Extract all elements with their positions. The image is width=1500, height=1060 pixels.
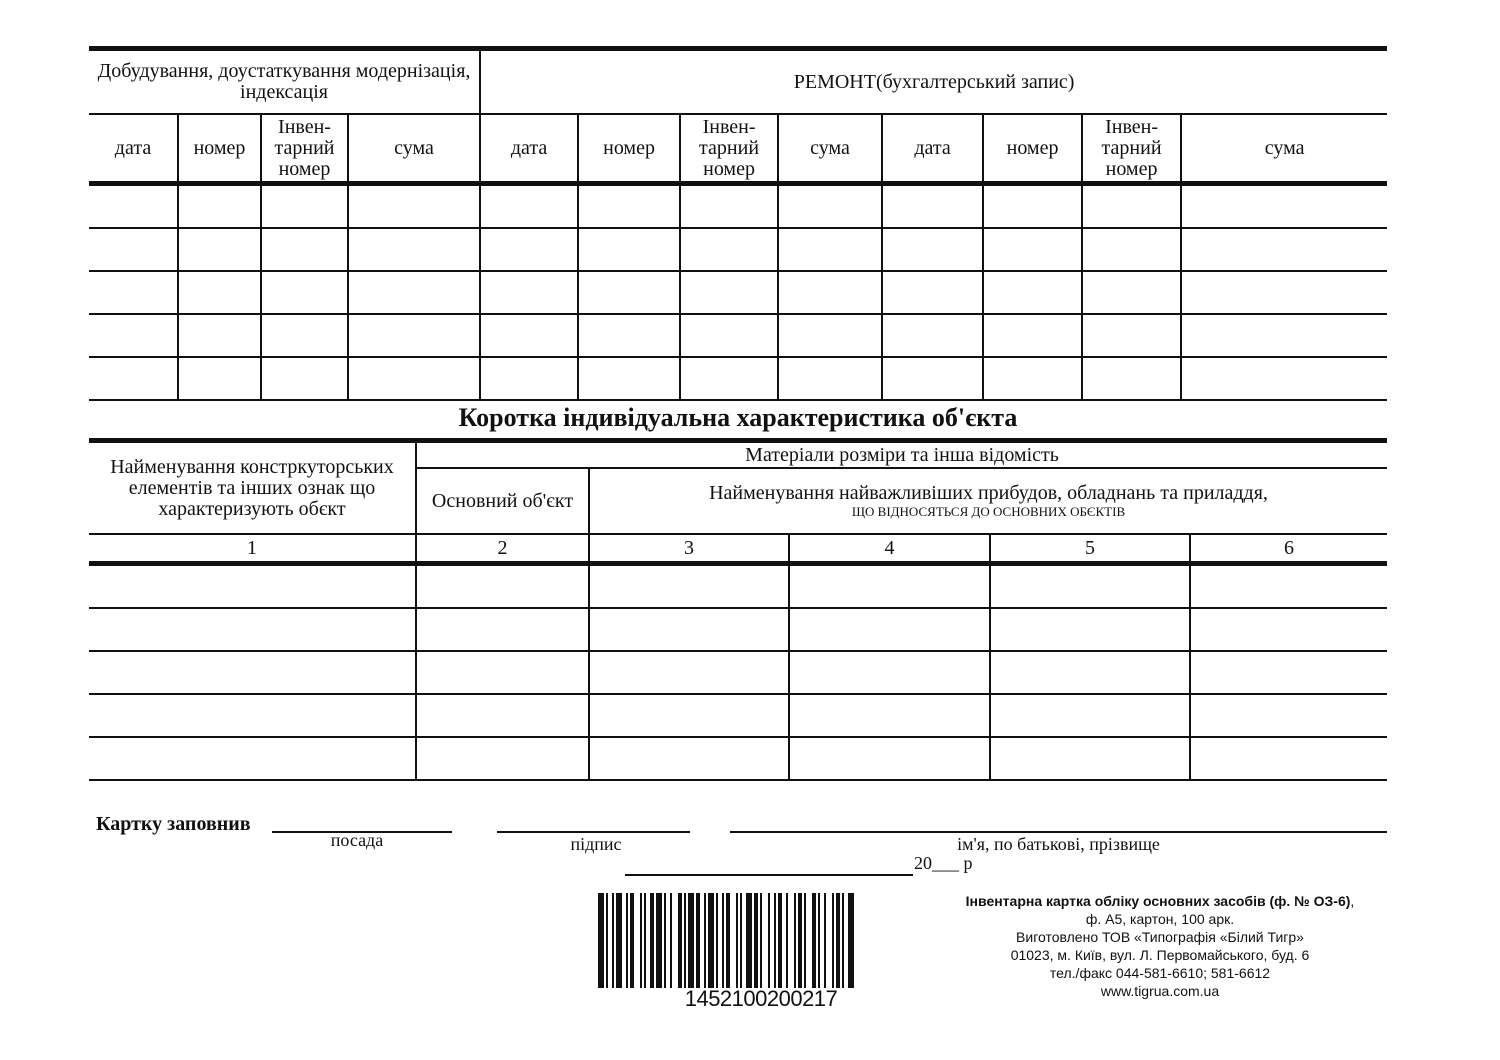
filled-by-label: Картку заповнив <box>96 813 251 835</box>
table-cell[interactable] <box>778 228 882 271</box>
imprint-title: Інвентарна картка обліку основних засобів (ф. № ОЗ-6) <box>965 893 1351 909</box>
table-cell[interactable] <box>578 228 680 271</box>
barcode-bar <box>818 893 820 988</box>
table-cell[interactable] <box>1190 694 1387 737</box>
table-cell[interactable] <box>882 357 983 400</box>
column-number: 2 <box>416 534 589 564</box>
barcode-bar <box>778 893 782 988</box>
table-cell[interactable] <box>578 271 680 314</box>
barcode-bar <box>688 893 694 988</box>
barcode-bar <box>626 893 628 988</box>
column-header: номер <box>178 114 261 184</box>
table-cell[interactable] <box>778 314 882 357</box>
table-cell[interactable] <box>1181 184 1387 229</box>
barcode-bar <box>644 893 646 988</box>
table-cell[interactable] <box>480 271 578 314</box>
section-title: Коротка індивідуальна характеристика об'єкта <box>458 403 1018 432</box>
equipment-header-subtitle: ЩО ВІДНОСЯТЬСЯ ДО ОСНОВНИХ ОБЄКТІВ <box>851 504 1126 520</box>
table-cell[interactable] <box>1082 228 1181 271</box>
table-cell[interactable] <box>882 184 983 229</box>
table-cell[interactable] <box>589 608 789 651</box>
name-line[interactable] <box>730 831 1387 833</box>
barcode-bar <box>716 893 718 988</box>
barcode-bar <box>760 893 762 988</box>
table-cell[interactable] <box>89 694 416 737</box>
table-cell[interactable] <box>778 184 882 229</box>
date-text: 20___ р <box>914 853 973 873</box>
table-cell[interactable] <box>1190 564 1387 609</box>
table-cell[interactable] <box>348 184 480 229</box>
barcode-bar <box>774 893 776 988</box>
additions-group-header: Добудування, доустаткування модернізація, індексація <box>89 49 480 115</box>
table-cell[interactable] <box>680 184 778 229</box>
table-row <box>89 228 1387 271</box>
barcode-bar <box>722 893 724 988</box>
equipment-header-title: Найменування найважливіших прибудов, обладнань та приладдя, <box>709 482 1268 505</box>
table-cell[interactable] <box>983 271 1082 314</box>
table-cell[interactable] <box>789 608 990 651</box>
barcode-bar <box>824 893 826 988</box>
table-row <box>89 314 1387 357</box>
column-header: сума <box>348 114 480 184</box>
main-object-header: Основний об'єкт <box>416 468 589 534</box>
barcode-bar <box>798 893 802 988</box>
barcode-bar <box>650 893 654 988</box>
imprint-block: Інвентарна картка обліку основних засобів (ф. № ОЗ-6), ф. А5, картон, 100 арк. Виготовлено ТОВ «Типографія «Білий Тигр» 01023, м. Київ, вул. Л. Первомайського, буд. 6 тел./факс 044-581-6610; 581-6612 www.tigrua.com.ua <box>950 892 1370 1000</box>
table-cell[interactable] <box>348 228 480 271</box>
imprint-line: тел./факс 044-581-6610; 581-6612 <box>1049 965 1271 981</box>
table-cell[interactable] <box>589 694 789 737</box>
barcode-bar <box>704 893 706 988</box>
table-cell[interactable] <box>89 271 178 314</box>
barcode-bar <box>804 893 806 988</box>
table-cell[interactable] <box>480 184 578 229</box>
barcode-bar <box>726 893 730 988</box>
barcode-bar <box>630 893 634 988</box>
barcode-bar <box>754 893 758 988</box>
table-cell[interactable] <box>990 651 1190 694</box>
table-cell[interactable] <box>89 651 416 694</box>
column-header: Інвен-тарний номер <box>1082 114 1181 184</box>
table-cell[interactable] <box>789 651 990 694</box>
characteristics-table <box>89 438 1387 781</box>
table-cell[interactable] <box>882 271 983 314</box>
materials-group-header: Матеріали розміри та інша відомість <box>416 441 1387 469</box>
table-cell[interactable] <box>1190 737 1387 780</box>
table-row <box>89 564 1387 609</box>
imprint-line: Виготовлено ТОВ «Типографія «Білий Тигр» <box>1016 929 1304 945</box>
col1-header: Найменування констркуторських елементів та інших ознак що характеризують обєкт <box>89 441 416 535</box>
table-cell[interactable] <box>589 564 789 609</box>
table-cell[interactable] <box>1181 271 1387 314</box>
column-header: номер <box>578 114 680 184</box>
table-cell[interactable] <box>1082 271 1181 314</box>
table-cell[interactable] <box>178 314 261 357</box>
barcode-bar <box>670 893 672 988</box>
table-cell[interactable] <box>1082 357 1181 400</box>
table-cell[interactable] <box>89 314 178 357</box>
table-cell[interactable] <box>178 184 261 229</box>
table-row <box>89 694 1387 737</box>
column-header: Інвен-тарний номер <box>680 114 778 184</box>
table-row <box>89 357 1387 400</box>
table-cell[interactable] <box>89 184 178 229</box>
column-number: 1 <box>89 534 416 564</box>
table-cell[interactable] <box>983 184 1082 229</box>
table-cell[interactable] <box>990 608 1190 651</box>
column-number: 4 <box>789 534 990 564</box>
table-cell[interactable] <box>778 357 882 400</box>
table-cell[interactable] <box>416 564 589 609</box>
table-cell[interactable] <box>89 608 416 651</box>
table-cell[interactable] <box>261 228 348 271</box>
barcode-bar <box>740 893 742 988</box>
table-cell[interactable] <box>680 357 778 400</box>
table-cell[interactable] <box>261 357 348 400</box>
barcode-bar <box>842 893 844 988</box>
table-cell[interactable] <box>416 608 589 651</box>
column-header: Інвен-тарний номер <box>261 114 348 184</box>
imprint-line: 01023, м. Київ, вул. Л. Первомайського, буд. 6 <box>1010 947 1310 963</box>
barcode-bar <box>656 893 662 988</box>
table-row <box>89 608 1387 651</box>
position-caption: посада <box>330 830 384 850</box>
table-cell[interactable] <box>261 271 348 314</box>
table-cell[interactable] <box>480 357 578 400</box>
table-cell[interactable] <box>416 651 589 694</box>
name-caption: ім'я, по батькові, прізвище <box>957 834 1160 854</box>
equipment-header <box>589 468 1387 534</box>
column-number: 6 <box>1190 534 1387 564</box>
table-cell[interactable] <box>990 694 1190 737</box>
additions-repair-table <box>89 46 1387 401</box>
barcode-bar <box>848 893 854 988</box>
barcode-bar <box>616 893 622 988</box>
barcode-bar <box>794 893 796 988</box>
column-header: дата <box>89 114 178 184</box>
column-number: 5 <box>990 534 1190 564</box>
imprint-line: ф. А5, картон, 100 арк. <box>1085 911 1235 927</box>
table-cell[interactable] <box>778 271 882 314</box>
column-header: сума <box>1181 114 1387 184</box>
table-cell[interactable] <box>789 737 990 780</box>
table-cell[interactable] <box>680 228 778 271</box>
table-cell[interactable] <box>789 564 990 609</box>
table-cell[interactable] <box>89 737 416 780</box>
table-cell[interactable] <box>1181 357 1387 400</box>
table-row <box>89 184 1387 229</box>
column-number: 3 <box>589 534 789 564</box>
table-cell[interactable] <box>882 314 983 357</box>
table-cell[interactable] <box>990 737 1190 780</box>
table-cell[interactable] <box>1190 608 1387 651</box>
table-cell[interactable] <box>480 228 578 271</box>
barcode-bar <box>812 893 816 988</box>
barcode-bar <box>640 893 642 988</box>
table-cell[interactable] <box>348 271 480 314</box>
repair-group-header: РЕМОНТ(бухгалтерський запис) <box>480 49 1387 115</box>
barcode-bar <box>696 893 700 988</box>
barcode-bar <box>786 893 788 988</box>
table-cell[interactable] <box>89 564 416 609</box>
barcode-image <box>598 893 924 988</box>
barcode-bar <box>664 893 666 988</box>
table-cell[interactable] <box>1082 314 1181 357</box>
table-cell[interactable] <box>178 271 261 314</box>
table-cell[interactable] <box>589 737 789 780</box>
table-cell[interactable] <box>348 357 480 400</box>
table-cell[interactable] <box>680 271 778 314</box>
table-cell[interactable] <box>348 314 480 357</box>
table-cell[interactable] <box>178 357 261 400</box>
barcode-bar <box>768 893 770 988</box>
table-cell[interactable] <box>983 314 1082 357</box>
column-header: дата <box>480 114 578 184</box>
table-cell[interactable] <box>1181 228 1387 271</box>
barcode-bar <box>832 893 834 988</box>
table-cell[interactable] <box>983 228 1082 271</box>
barcode-bar <box>736 893 738 988</box>
barcode-bar <box>708 893 714 988</box>
table-cell[interactable] <box>1190 651 1387 694</box>
table-row <box>89 651 1387 694</box>
barcode-bar <box>678 893 682 988</box>
table-cell[interactable] <box>990 564 1190 609</box>
table-cell[interactable] <box>589 651 789 694</box>
table-cell[interactable] <box>89 228 178 271</box>
table-cell[interactable] <box>89 357 178 400</box>
table-cell[interactable] <box>680 314 778 357</box>
signature-caption: підпис <box>570 834 622 854</box>
column-header: дата <box>882 114 983 184</box>
column-header: номер <box>983 114 1082 184</box>
table-cell[interactable] <box>578 357 680 400</box>
table-cell[interactable] <box>983 357 1082 400</box>
table-row <box>89 271 1387 314</box>
table-cell[interactable] <box>416 694 589 737</box>
barcode-bar <box>606 893 608 988</box>
barcode-number: 1452100200217 <box>684 986 838 1011</box>
signature-line[interactable] <box>497 831 690 833</box>
column-header: сума <box>778 114 882 184</box>
barcode-bar <box>598 893 604 988</box>
imprint-website: www.tigrua.com.ua <box>1100 983 1220 999</box>
table-cell[interactable] <box>480 314 578 357</box>
table-cell[interactable] <box>261 314 348 357</box>
table-cell[interactable] <box>1082 184 1181 229</box>
table-cell[interactable] <box>416 737 589 780</box>
table-cell[interactable] <box>1181 314 1387 357</box>
table-cell[interactable] <box>578 184 680 229</box>
table-row <box>89 737 1387 780</box>
date-line[interactable] <box>625 874 913 876</box>
table-cell[interactable] <box>578 314 680 357</box>
table-cell[interactable] <box>789 694 990 737</box>
barcode-bar <box>612 893 614 988</box>
table-cell[interactable] <box>178 228 261 271</box>
barcode-bar <box>746 893 752 988</box>
barcode-bar <box>836 893 840 988</box>
barcode-bar <box>684 893 686 988</box>
table-cell[interactable] <box>261 184 348 229</box>
table-cell[interactable] <box>882 228 983 271</box>
